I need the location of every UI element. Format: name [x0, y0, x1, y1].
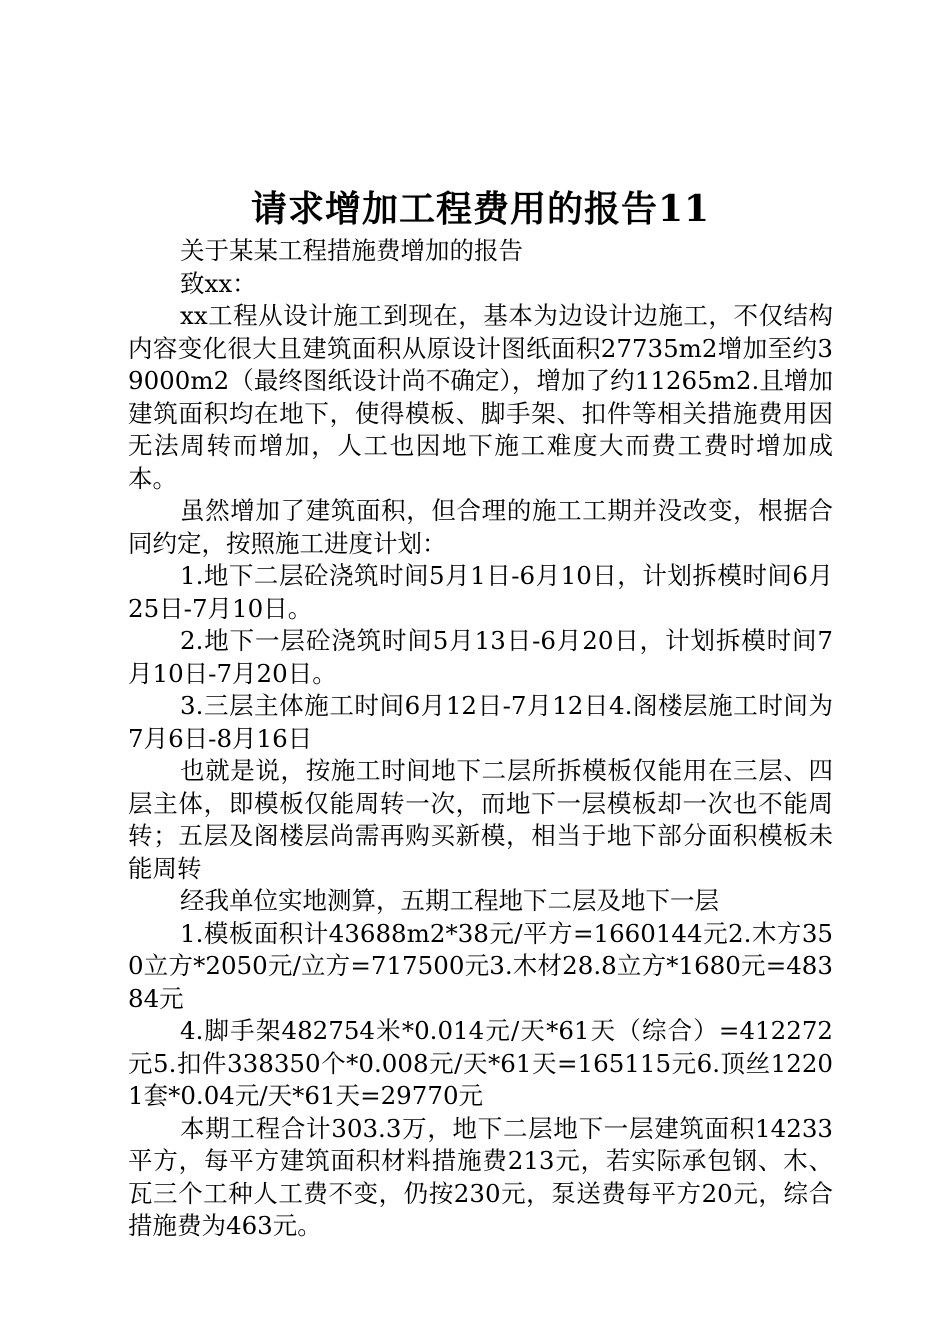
cost-items-1-3: 1.模板面积计43688m2*38元/平方=1660144元2.木方350立方*2050元/立方=717500元3.木材28.8立方*1680元=48384元	[128, 918, 833, 1013]
schedule-item-3: 3.三层主体施工时间6月12日-7月12日4.阁楼层施工时间为7月6日-8月16日	[128, 691, 833, 753]
report-subject: 关于某某工程措施费增加的报告	[180, 236, 523, 265]
salutation: 致xx：	[180, 268, 257, 298]
schedule-item-2: 2.地下一层砼浇筑时间5月13日-6月20日，计划拆模时间7月10日-7月20日。	[128, 626, 833, 688]
cost-items-4-6: 4.脚手架482754米*0.014元/天*61天（综合）=412272元5.扣件338350个*0.008元/天*61天=165115元6.顶丝12201套*0.04元/天*61天=29770元	[128, 1016, 833, 1110]
schedule-item-1: 1.地下二层砼浇筑时间5月1日-6月10日，计划拆模时间6月25日-7月10日。	[128, 561, 833, 623]
document-page	[128, 185, 833, 1243]
paragraph-schedule-intro: 虽然增加了建筑面积，但合理的施工工期并没改变，根据合同约定，按照施工进度计划：	[128, 496, 833, 558]
document-title: 请求增加工程费用的报告11	[250, 188, 711, 230]
paragraph-summary: 本期工程合计303.3万，地下二层地下一层建筑面积14233平方，每平方建筑面积材料措施费213元，若实际承包钢、木、瓦三个工种人工费不变，仍按230元，泵送费每平方20元，综合措施费为463元。	[128, 1113, 833, 1240]
paragraph-analysis: 也就是说，按施工时间地下二层所拆模板仅能用在三层、四层主体，即模板仅能周转一次，而地下一层模板却一次也不能周转；五层及阁楼层尚需再购买新模，相当于地下部分面积模板未能周转	[128, 756, 833, 883]
paragraph-measurement-intro: 经我单位实地测算，五期工程地下二层及地下一层	[180, 886, 719, 915]
paragraph-background: xx工程从设计施工到现在，基本为边设计边施工，不仅结构内容变化很大且建筑面积从原设计图纸面积27735m2增加至约39000m2（最终图纸设计尚不确定），增加了约11265m2.且增加建筑面积均在地下，使得模板、脚手架、扣件等相关措施费用因无法周转而增加，人工也因地下施工难度大而费工费时增加成本。	[128, 301, 833, 493]
